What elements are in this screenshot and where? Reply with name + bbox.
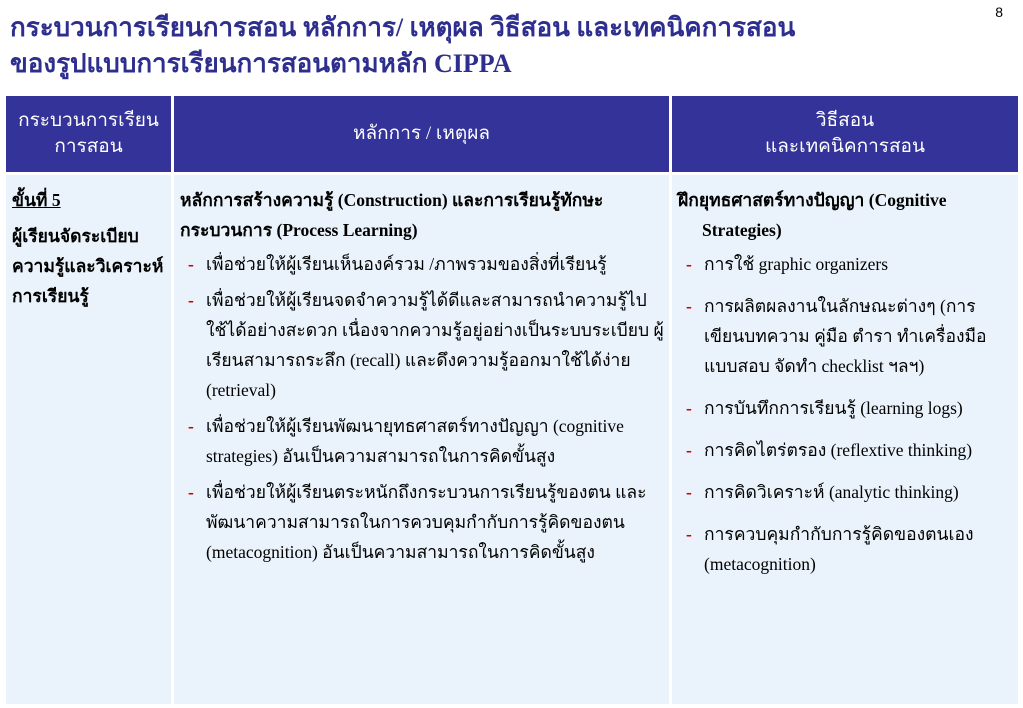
title-line-2: ของรูปแบบการเรียนการสอนตามหลัก CIPPA	[10, 49, 512, 78]
slide-title	[10, 10, 970, 82]
table-row	[6, 175, 1018, 704]
process-cell	[6, 175, 174, 704]
step-description: ผู้เรียนจัดระเบียบความรู้และวิเคราะห์การเรียนรู้	[12, 226, 164, 306]
page-number: 8	[995, 4, 1003, 20]
method-item-text: การคิดไตร่ตรอง (reflextive thinking)	[704, 440, 973, 460]
method-list	[678, 249, 1014, 579]
strategy-heading: ฝึกยุทธศาสตร์ทางปัญญา (Cognitive	[678, 190, 947, 210]
dash-bullet: -	[686, 398, 692, 418]
methods-cell	[672, 175, 1018, 704]
dash-bullet: -	[188, 290, 194, 310]
dash-bullet: -	[188, 416, 194, 436]
header-process-text: กระบวนการเรียน การสอน	[18, 110, 159, 157]
principle-item-text: เพื่อช่วยให้ผู้เรียนจดจำความรู้ได้ดีและสามารถนำความรู้ไปใช้ได้อย่างสะดวก เนื่องจากความรู้อยู่อย่างเป็นระบบระเบียบ ผู้เรียนสามารถระลึก (recall) และดึงความรู้ออกมาใช้ได้ง่าย (retrieval)	[206, 290, 664, 400]
content-table	[6, 96, 1018, 704]
principle-item	[180, 285, 665, 405]
method-item	[678, 477, 1014, 507]
method-item	[678, 249, 1014, 279]
principle-item	[180, 249, 665, 279]
principle-item	[180, 477, 665, 567]
dash-bullet: -	[188, 254, 194, 274]
dash-bullet: -	[686, 524, 692, 544]
method-item	[678, 393, 1014, 423]
method-item-text: การผลิตผลงานในลักษณะต่างๆ (การเขียนบทความ คู่มือ ตำรา ทำเครื่องมือ แบบสอบ จัดทำ checklist ฯลฯ)	[704, 296, 987, 376]
principle-list	[180, 249, 665, 567]
strategy-heading-cont: Strategies)	[702, 220, 782, 240]
principle-item-text: เพื่อช่วยให้ผู้เรียนตระหนักถึงกระบวนการเรียนรู้ของตน และพัฒนาความสามารถในการควบคุมกำกับการรู้คิดของตน (metacognition) อันเป็นความสามารถในการคิดขั้นสูง	[206, 482, 647, 562]
method-item-text: การควบคุมกำกับการรู้คิดของตนเอง (metacognition)	[704, 524, 974, 574]
dash-bullet: -	[188, 482, 194, 502]
method-item-text: การบันทึกการเรียนรู้ (learning logs)	[704, 398, 963, 418]
principle-item-text: เพื่อช่วยให้ผู้เรียนเห็นองค์รวม /ภาพรวมของสิ่งที่เรียนรู้	[206, 254, 607, 274]
header-methods	[672, 96, 1018, 175]
dash-bullet: -	[686, 296, 692, 316]
dash-bullet: -	[686, 482, 692, 502]
dash-bullet: -	[686, 440, 692, 460]
header-principles-text: หลักการ / เหตุผล	[353, 123, 490, 144]
header-principles	[174, 96, 672, 175]
dash-bullet: -	[686, 254, 692, 274]
principle-heading: หลักการสร้างความรู้ (Construction) และการเรียนรู้ทักษะ กระบวนการ (Process Learning)	[180, 190, 604, 240]
title-line-1: กระบวนการเรียนการสอน หลักการ/ เหตุผล วิธีสอน และเทคนิคการสอน	[10, 13, 796, 42]
method-item	[678, 291, 1014, 381]
principle-item	[180, 411, 665, 471]
method-item-text: การคิดวิเคราะห์ (analytic thinking)	[704, 482, 959, 502]
principles-cell	[174, 175, 672, 704]
table-header-row	[6, 96, 1018, 175]
header-methods-text: วิธีสอน และเทคนิคการสอน	[765, 110, 925, 157]
step-label: ขั้นที่ 5	[12, 190, 61, 210]
header-process	[6, 96, 174, 175]
method-item-text: การใช้ graphic organizers	[704, 254, 889, 274]
principle-item-text: เพื่อช่วยให้ผู้เรียนพัฒนายุทธศาสตร์ทางปัญญา (cognitive strategies) อันเป็นความสามารถในการคิดขั้นสูง	[206, 416, 624, 466]
method-item	[678, 519, 1014, 579]
method-item	[678, 435, 1014, 465]
